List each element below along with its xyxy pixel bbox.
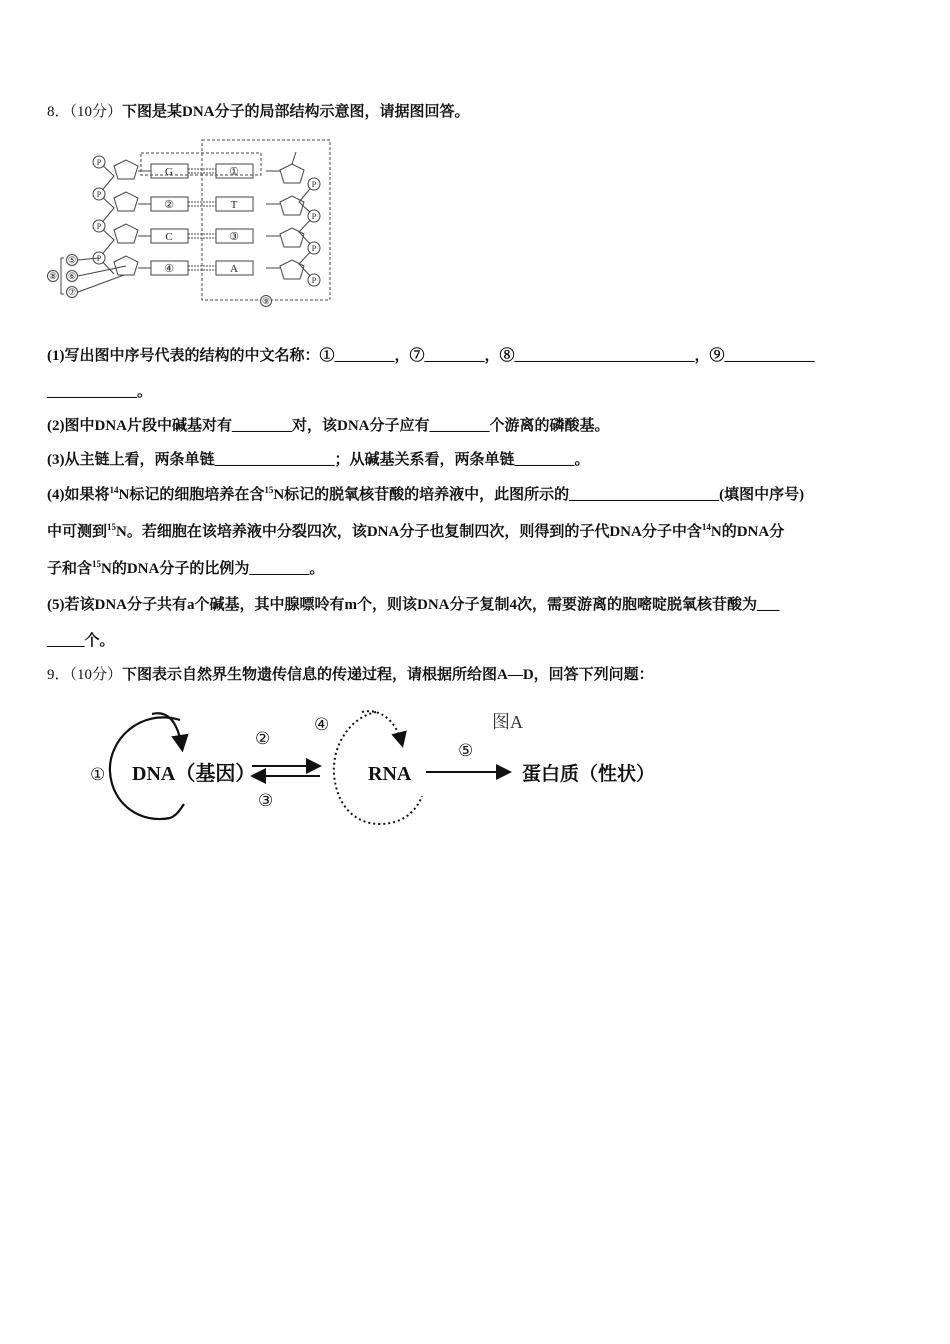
- protein-label: 蛋白质（性状）: [522, 764, 656, 785]
- q8-sub4-line3: [47, 559, 324, 579]
- label-8-bracket: [61, 258, 64, 294]
- phosphate-label: P: [96, 158, 102, 167]
- label-9: ⑨: [261, 296, 271, 306]
- label-6: ⑥: [67, 271, 77, 281]
- top-end-line: [292, 152, 296, 164]
- q9-number: 9．（10分）: [47, 667, 123, 683]
- base-label-t: T: [230, 199, 238, 211]
- right-phosphate-labels: [312, 180, 317, 285]
- q8-sub4-line2: [47, 522, 784, 542]
- superscript: 14: [701, 522, 711, 532]
- text-segment: (4)如果将: [47, 487, 110, 503]
- text-segment: 子和含: [47, 561, 93, 577]
- q8-number: 8．（10分）: [47, 104, 123, 120]
- text-segment: N的DNA分: [710, 524, 785, 540]
- base-label-a: A: [230, 263, 238, 275]
- superscript: 15: [92, 559, 102, 569]
- text-segment: N的DNA分子的比例为________。: [101, 561, 325, 577]
- text-segment: N标记的脱氧核苷酸的培养液中，此图所示的____________________(填图中序号): [273, 487, 805, 503]
- label-5: ⑤: [67, 255, 77, 265]
- q8-sub5-line1: (5)若该DNA分子共有a个碱基，其中腺嘌呤有m个，则该DNA分子复制4次，需要游离的胞嘧啶脱氧核苷酸为___: [47, 597, 780, 613]
- text-segment: N标记的细胞培养在含: [118, 487, 265, 503]
- label-8: ⑧: [48, 271, 58, 281]
- text-segment: N。若细胞在该培养液中分裂四次，该DNA分子也复制四次，则得到的子代DNA分子中含: [116, 524, 702, 540]
- text-segment: 中可测到: [47, 524, 108, 540]
- left-phosphates: [93, 156, 105, 264]
- step-4: ④: [314, 715, 330, 734]
- base-connectors: [138, 169, 280, 270]
- q8-sub4-line1: [47, 485, 804, 505]
- figure-caption: 图A: [492, 712, 523, 732]
- base-label-2: ②: [164, 199, 174, 211]
- q8-sub3: (3)从主链上看，两条单链________________；从碱基关系看，两条单链________。: [47, 452, 590, 468]
- left-sugars: [114, 160, 138, 275]
- superscript: 15: [264, 485, 274, 495]
- base-label-3: ③: [229, 231, 239, 243]
- label-7: ⑦: [67, 287, 77, 297]
- central-dogma-diagram: [80, 700, 680, 832]
- step-1: ①: [90, 765, 106, 784]
- phosphate-label: P: [311, 276, 317, 285]
- base-label-c: C: [165, 231, 173, 243]
- left-phosphate-labels: [97, 158, 102, 263]
- superscript: 15: [107, 522, 117, 532]
- q9-title: 下图表示自然界生物遗传信息的传递过程，请根据所给图A—D，回答下列问题：: [122, 667, 654, 683]
- dna-structure-diagram: [44, 136, 344, 308]
- phosphate-label: P: [96, 190, 102, 199]
- phosphate-label: P: [311, 212, 317, 221]
- step-2: ②: [255, 729, 271, 748]
- right-phosphates: [308, 178, 320, 286]
- step-3: ③: [258, 791, 274, 810]
- rna-replication-arrow: [362, 711, 402, 744]
- phosphate-label: P: [311, 244, 317, 253]
- right-sugars: [280, 164, 304, 279]
- q8-title: 下图是某DNA分子的局部结构示意图，请据图回答。: [122, 104, 470, 120]
- label-7-line: [78, 275, 124, 292]
- base-label-g: G: [165, 166, 173, 178]
- phosphate-label: P: [96, 222, 102, 231]
- base-label-4: ④: [164, 263, 174, 275]
- q8-sub1-line1: (1)写出图中序号代表的结构的中文名称：①________，⑦________，⑧________________________，⑨____________: [47, 348, 815, 364]
- rna-label: RNA: [368, 763, 412, 785]
- base-label-1: ①: [229, 166, 239, 178]
- step-5: ⑤: [458, 741, 474, 760]
- q8-sub2: (2)图中DNA片段中碱基对有________对，该DNA分子应有________个游离的磷酸基。: [47, 418, 610, 434]
- phosphate-label: P: [311, 180, 317, 189]
- dna-label: DNA（基因）: [132, 763, 256, 785]
- q8-heading: [47, 102, 470, 122]
- right-backbone: [299, 184, 314, 280]
- superscript: 14: [109, 485, 119, 495]
- q8-sub1-line2: ____________。: [47, 384, 153, 400]
- phosphate-label: P: [96, 254, 102, 263]
- q9-heading: [47, 665, 654, 685]
- q8-sub5-line2: _____个。: [47, 633, 115, 649]
